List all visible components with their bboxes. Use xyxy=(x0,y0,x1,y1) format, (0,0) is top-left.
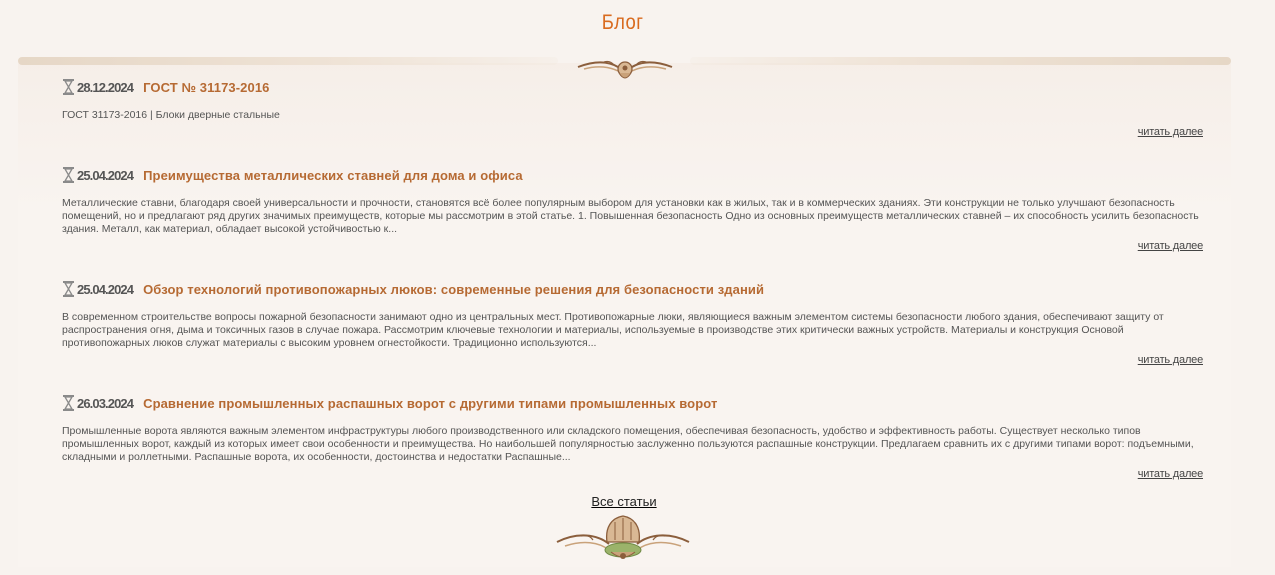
post-title-link[interactable]: Сравнение промышленных распашных ворот с другими типами промышленных ворот xyxy=(143,395,718,411)
post-header xyxy=(62,165,523,185)
page-title: Блог xyxy=(601,11,644,34)
post-excerpt: ГОСТ 31173-2016 | Блоки дверные стальные xyxy=(62,109,280,121)
divider-left xyxy=(18,57,558,65)
post-date: 25.04.2024 xyxy=(77,281,134,297)
hourglass-icon xyxy=(62,280,75,298)
post-excerpt: Промышленные ворота являются важным элементом инфраструктуры любого производственного или складского помещения, обеспечивая безопасность, удобство и эффективность работы. Существует несколько типов промышленных ворот, каждый из которых имеет свои особенности и преимущества. Но наибольшей популярностью заслуженно пользуются распашные конструкции. Предлагаем сравнить их с другими типами ворот: подъемными, складными и роллетными. Распашные ворота, их особенности, достоинства и недостатки Распашные... xyxy=(62,425,1194,463)
post-title-link[interactable]: Обзор технологий противопожарных люков: современные решения для безопасности зданий xyxy=(143,281,765,297)
ornament-top-icon xyxy=(574,55,676,85)
post-header xyxy=(62,77,270,97)
post-date: 28.12.2024 xyxy=(77,79,134,95)
post-excerpt: Металлические ставни, благодаря своей универсальности и прочности, становятся всё более популярным выбором для установки как в жилых, так и в коммерческих зданиях. Эти конструкции не только улучшают безопасность помещений, но и предлагают ряд других значимых преимуществ, которые мы рассмотрим в этой статье. 1. Повышенная безопасность Одно из основных преимуществ металлических ставней – их способность усилить безопасность здания. Металл, как материал, обладает высокой устойчивостью к... xyxy=(62,197,1199,235)
all-articles-link[interactable]: Все статьи xyxy=(591,494,657,509)
read-more-link[interactable]: читать далее xyxy=(1137,354,1203,366)
post-header xyxy=(62,279,764,299)
post-title-link[interactable]: ГОСТ № 31173-2016 xyxy=(143,79,270,95)
hourglass-icon xyxy=(62,394,75,412)
post-title-link[interactable]: Преимущества металлических ставней для дома и офиса xyxy=(143,167,523,183)
post-excerpt: В современном строительстве вопросы пожарной безопасности занимают одно из центральных мест. Противопожарные люки, являющиеся важным элементом системы безопасности любого здания, обеспечивают защиту от распространения огня, дыма и токсичных газов в случае пожара. Рассмотрим ключевые технологии и материалы, используемые в производстве этих критически важных устройств. Материалы и конструкция Основой противопожарных люков служат материалы с высоким уровнем огнестойкости. Традиционно используются... xyxy=(62,311,1164,349)
read-more-link[interactable]: читать далее xyxy=(1137,468,1203,480)
divider-right xyxy=(690,57,1231,65)
post-header xyxy=(62,393,717,413)
all-articles-container xyxy=(0,494,1248,509)
read-more-link[interactable]: читать далее xyxy=(1137,240,1203,252)
ornament-bottom-icon xyxy=(553,512,693,564)
read-more-link[interactable]: читать далее xyxy=(1137,126,1203,138)
hourglass-icon xyxy=(62,166,75,184)
hourglass-icon xyxy=(62,78,75,96)
post-date: 26.03.2024 xyxy=(77,395,134,411)
post-date: 25.04.2024 xyxy=(77,167,134,183)
